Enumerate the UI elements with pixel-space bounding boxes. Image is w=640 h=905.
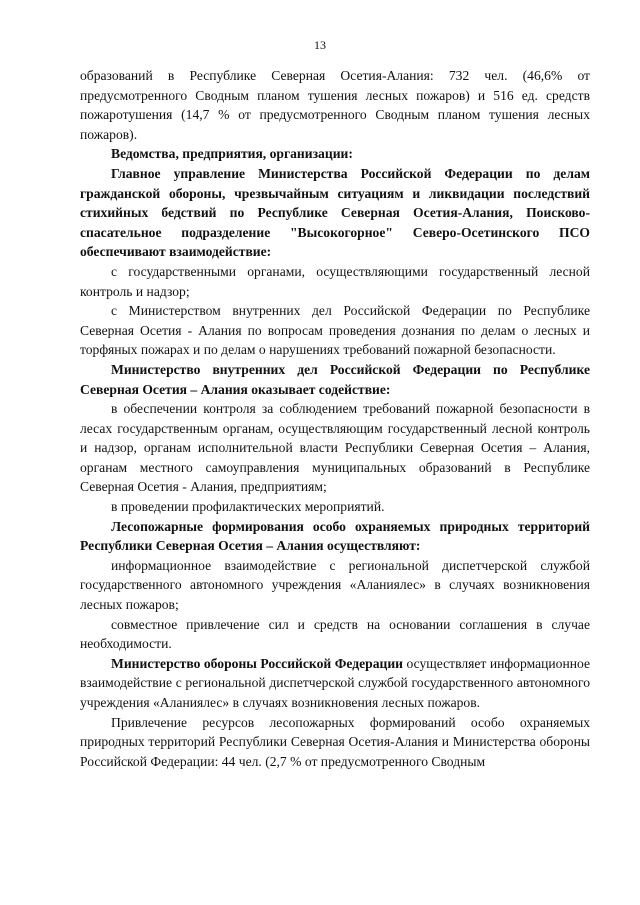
list-item-fire-control: в обеспечении контроля за соблюдением требований пожарной безопасности в лесах государственным органам, осуществляющим государственный лесной контроль и надзор, органам исполнительной власти Республики Северная Осетия – Алания, органам местного самоуправления муниципальных образований в Республике Северная Осетия - Алания, предприятиям; — [80, 401, 590, 495]
paragraph-resources: Привлечение ресурсов лесопожарных формирований особо охраняемых природных территорий Республики Северная Осетия-Алания и Министерства обороны Российской Федерации: 44 чел. (2,7 % от предусмотренного Сводным — [80, 714, 590, 769]
defense-ministry-name: Министерство обороны Российской Федерации — [111, 655, 403, 671]
page-number: 13 — [314, 38, 326, 52]
paragraph-continuation: образований в Республике Северная Осетия-Алания: 732 чел. (46,6% от предусмотренного Сводным планом тушения лесных пожаров) и 516 ед. средств пожаротушения (14,7 % от предусмотренного Сводным планом тушения лесных пожаров). — [80, 68, 590, 142]
paragraph-mvd-heading: Министерство внутренних дел Российской Федерации по Республике Северная Осетия – Алания оказывает содействие: — [80, 361, 590, 397]
document-body — [80, 66, 590, 771]
list-item-state-bodies: с государственными органами, осуществляющими государственный лесной контроль и надзор; — [80, 263, 590, 299]
list-item-prevention: в проведении профилактических мероприятий. — [111, 499, 385, 515]
paragraph-protected-areas-heading: Лесопожарные формирования особо охраняемых природных территорий Республики Северная Осетия – Алания осуществляют: — [80, 518, 590, 554]
defense-ministry-text: осуществляет информационное взаимодействие с региональной диспетчерской службой государственного автономного учреждения «Аланиялес» в случаях возникновения лесных пожаров. — [80, 655, 590, 710]
paragraph-defense-ministry — [80, 654, 590, 713]
paragraph-mchs-heading: Главное управление Министерства Российской Федерации по делам гражданской обороны, чрезвычайным ситуациям и ликвидации последствий стихийных бедствий по Республике Северная Осетия-Алания, Поисково-спасательное подразделение "Высокогорное" Северо-Осетинского ПСО обеспечивают взаимодействие: — [80, 165, 590, 260]
list-item-mvd: с Министерством внутренних дел Российской Федерации по Республике Северная Осетия - Алания по вопросам проведения дознания по делам о лесных и торфяных пожарах и по делам о нарушениях требований пожарной безопасности. — [80, 303, 590, 358]
list-item-info-exchange: информационное взаимодействие с региональной диспетчерской службой государственного автономного учреждения «Аланиялес» в случаях возникновения лесных пожаров; — [80, 557, 590, 613]
list-item-joint-forces: совместное привлечение сил и средств на основании соглашения в случае необходимости. — [80, 616, 590, 652]
section-heading-agencies: Ведомства, предприятия, организации: — [111, 146, 353, 162]
